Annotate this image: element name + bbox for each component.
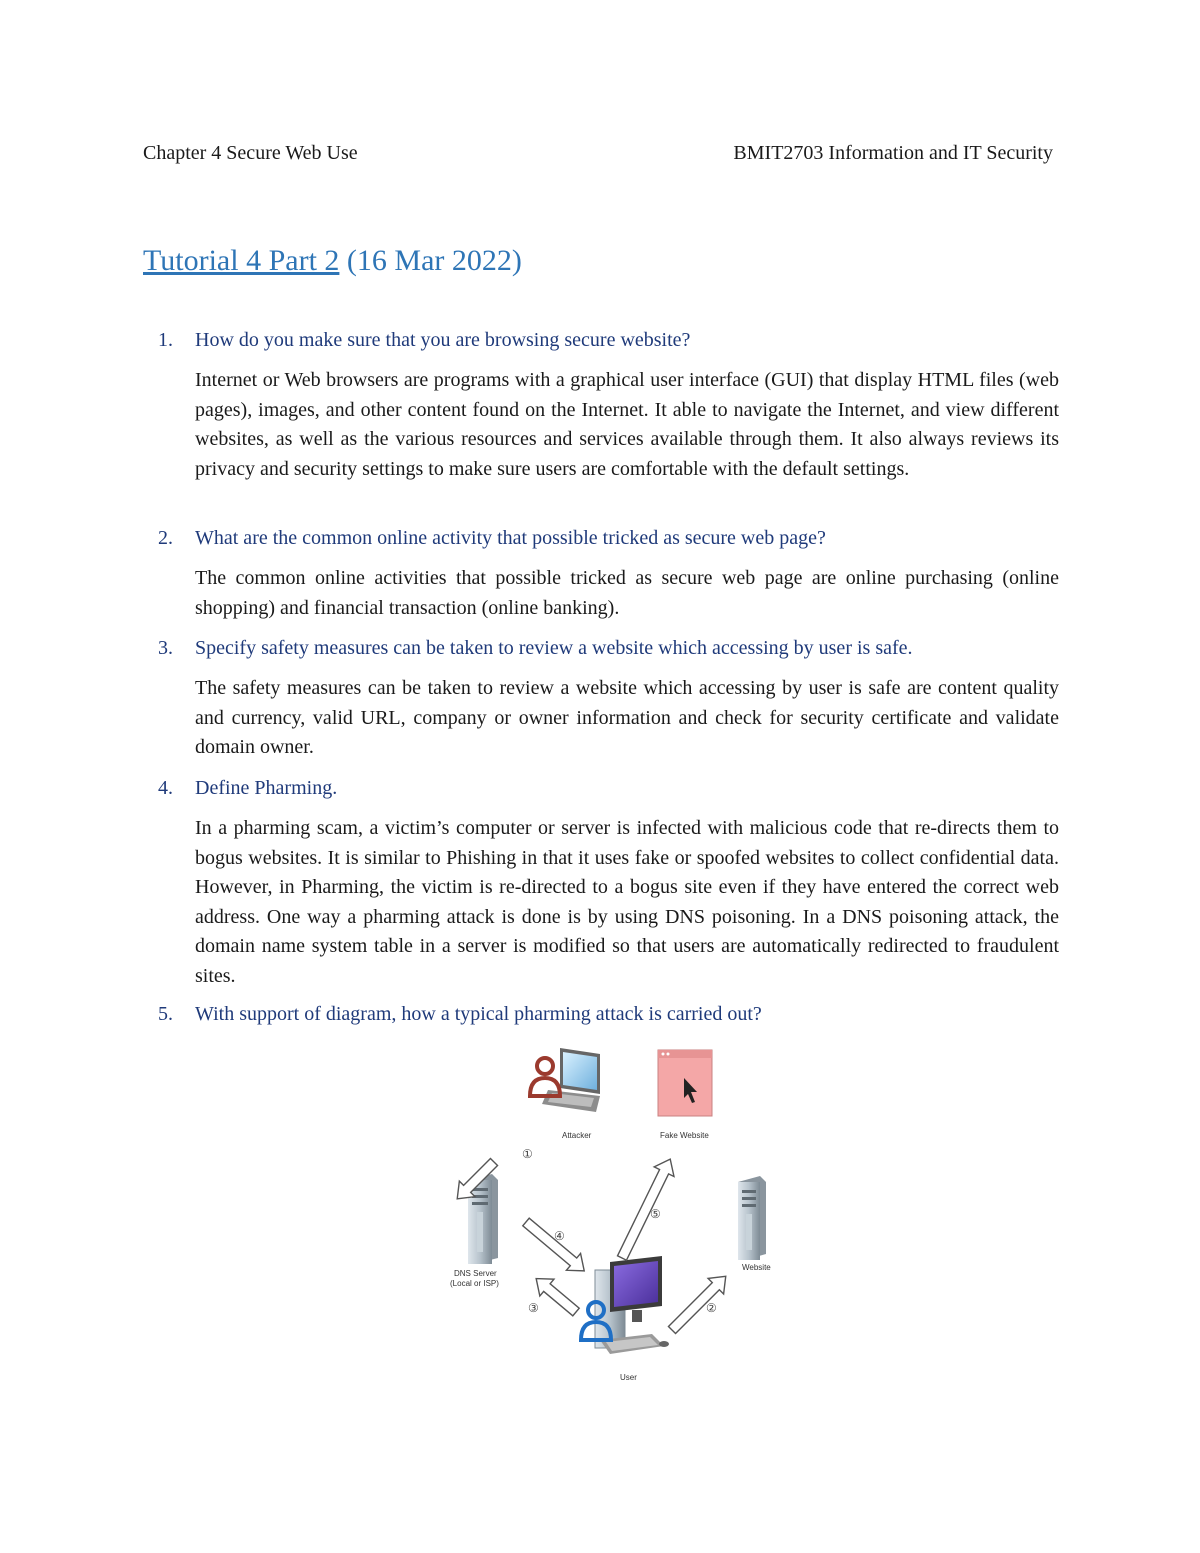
qa-item-2 <box>143 523 1059 623</box>
question-text: With support of diagram, how a typical pharming attack is carried out? <box>195 1003 762 1025</box>
step-5-marker: ⑤ <box>650 1207 661 1221</box>
answer-2: The common online activities that possible tricked as secure web page are online purchasing (online shopping) and financial transaction (online banking). <box>195 567 1059 619</box>
step-1-marker: ① <box>522 1147 533 1161</box>
pharming-attack-diagram <box>450 1040 790 1390</box>
step-2-marker: ② <box>706 1301 717 1315</box>
question-number: 4. <box>158 777 173 799</box>
answer-3: The safety measures can be taken to review a website which accessing by user is safe are content quality and currency, valid URL, company or owner information and check for security certificate and validate domain owner. <box>195 677 1059 758</box>
fake-website-label: Fake Website <box>660 1131 709 1140</box>
question-1 <box>143 325 1059 355</box>
step-4-marker: ④ <box>554 1229 565 1243</box>
question-text: What are the common online activity that possible tricked as secure web page? <box>195 527 826 549</box>
attacker-label: Attacker <box>562 1131 592 1140</box>
attacker-person-icon <box>530 1058 560 1096</box>
tutorial-title <box>143 244 522 278</box>
question-3 <box>143 633 1059 663</box>
question-4 <box>143 773 1059 803</box>
website-label: Website <box>742 1263 771 1272</box>
course-title: BMIT2703 Information and IT Security <box>733 142 1053 164</box>
question-text: Define Pharming. <box>195 777 338 799</box>
tutorial-date: (16 Mar 2022) <box>339 244 522 277</box>
arrow-step-4-icon <box>519 1214 591 1280</box>
fake-website-icon <box>658 1050 712 1116</box>
question-number: 2. <box>158 527 173 549</box>
arrow-step-5-icon <box>612 1154 680 1263</box>
question-number: 5. <box>158 1003 173 1025</box>
step-3-marker: ③ <box>528 1301 539 1315</box>
arrow-step-2-icon <box>664 1268 733 1337</box>
question-number: 3. <box>158 637 173 659</box>
chapter-title: Chapter 4 Secure Web Use <box>143 142 358 164</box>
question-5 <box>143 999 1059 1029</box>
qa-item-1 <box>143 325 1059 484</box>
website-server-icon <box>738 1176 766 1260</box>
dns-server-sublabel: (Local or ISP) <box>450 1279 499 1288</box>
question-number: 1. <box>158 329 173 351</box>
user-label: User <box>620 1373 637 1382</box>
question-2 <box>143 523 1059 553</box>
question-text: Specify safety measures can be taken to review a website which accessing by user is safe. <box>195 637 913 659</box>
answer-1: Internet or Web browsers are programs with a graphical user interface (GUI) that display HTML files (web pages), images, and other content found on the Internet. It able to navigate the Internet, and view different websites, as well as the various resources and services available through them. It also always reviews its privacy and security settings to make sure users are comfortable with the default settings. <box>195 369 1059 480</box>
dns-server-label: DNS Server <box>454 1269 497 1278</box>
question-text: How do you make sure that you are browsing secure website? <box>195 329 691 351</box>
answer-4: In a pharming scam, a victim’s computer or server is infected with malicious code that re-directs them to bogus websites. It is similar to Phishing in that it uses fake or spoofed websites to collect confidential data. However, in Pharming, the victim is re-directed to a bogus site even if they have entered the correct web address. One way a pharming attack is done is by using DNS poisoning. In a DNS poisoning attack, the domain name system table in a server is modified so that users are automatically redirected to fraudulent sites. <box>195 817 1059 987</box>
qa-item-3 <box>143 633 1059 763</box>
page-header <box>143 142 1053 172</box>
tutorial-title-link[interactable]: Tutorial 4 Part 2 <box>143 244 340 277</box>
qa-item-5 <box>143 999 1059 1029</box>
qa-item-4 <box>143 773 1059 991</box>
